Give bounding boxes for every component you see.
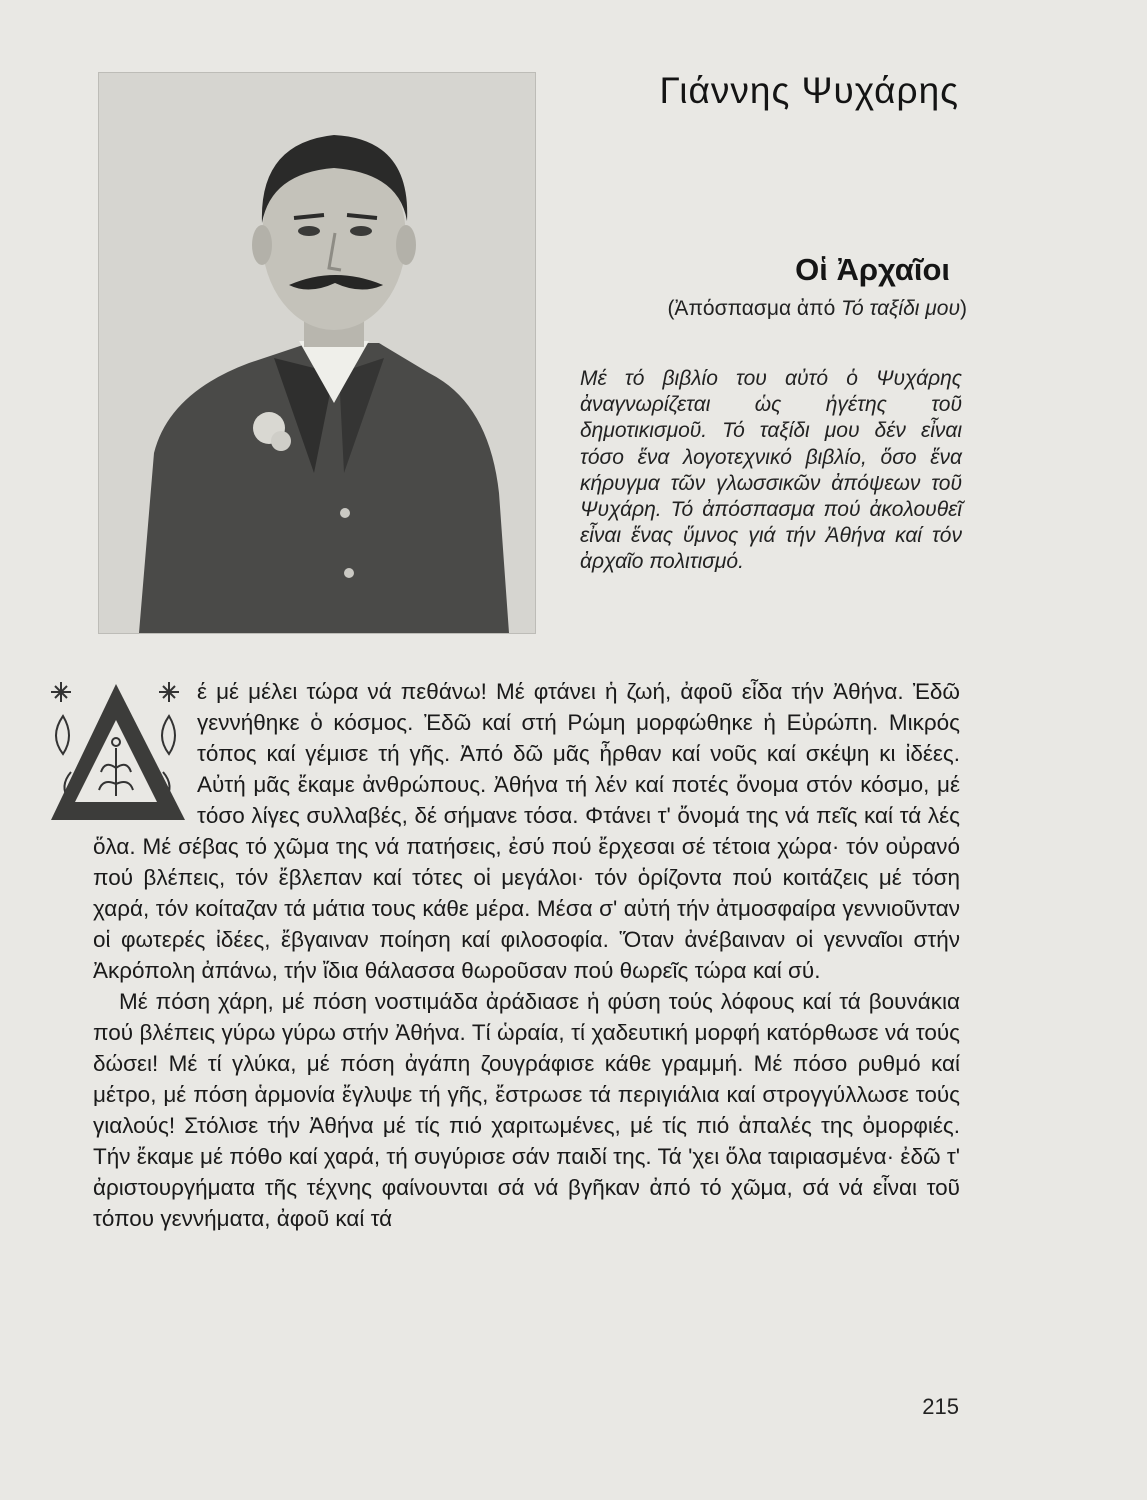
piece-title: Οἱ Ἀρχαῖοι [795,252,950,287]
intro-note: Μέ τό βιβλίο του αὐτό ὁ Ψυχάρης ἀναγνωρίζεται ὡς ἡγέτης τοῦ δημοτικισμοῦ. Τό ταξίδι μου δέν εἶναι τόσο ἕνα λογοτεχνικό βιβλίο, ὅσο ἕνα κήρυγμα τῶν γλωσσικῶν ἀπόψεων τοῦ Ψυχάρη. Τό ἀπόσπασμα πού ἀκολουθεῖ εἶναι ἕνας ὕμνος γιά τήν Ἀθήνα καί τόν ἀρχαῖο πολιτισμό. [580,367,962,574]
source-prefix: (Ἀπόσπασμα ἀπό [667,297,842,320]
source-suffix: ) [960,297,967,320]
author-name: Γιάννης Ψυχάρης [659,70,959,111]
paragraph [93,986,960,1234]
drop-cap-ornament-icon [45,676,193,826]
portrait-drawing [99,73,535,633]
source-note [667,297,967,321]
paragraph-1-text: έ μέ μέλει τώρα νά πεθάνω! Μέ φτάνει ἡ ζωή, ἀφοῦ εἶδα τήν Ἀθήνα. Ἐδῶ γεννήθηκε ὁ κόσμος. Ἐδῶ καί στή Ρώμη μορφώθηκε ἡ Εὐρώπη. Μικρός τόπος καί γέμισε τή γῆς. Ἀπό δῶ μᾶς ἦρθαν καί νοῦς καί σκέψη κι ἰδέες. Αὐτή μᾶς ἔκαμε ἀνθρώπους. Ἀθήνα τή λέν καί ποτές ὄνομα στόν κόσμο, μέ τόσο λίγες συλλαβές, δέ σήμανε τόσα. Φτάνει τ' ὄνομά της νά πεῖς καί τά λές ὅλα. Μέ σέβας τό χῶμα της νά πατήσεις, ἐσύ πού ἔρχεσαι σέ τέτοια χώρα· τόν οὐρανό πού βλέπεις, τόν ἔβλεπαν καί τότες οἱ μεγάλοι· τόν ὁρίζοντα πού κοιτάζεις μέ τόση χαρά, τόν κοίταζαν τά μάτια τους κάθε μέρα. Μέσα σ' αὐτή τήν ἀτμοσφαίρα γεννιοῦνταν οἱ φωτερές ἰδέες, ἔβγαιναν ποίηση καί φιλοσοφία. Ὅταν ἀνέβαιναν οἱ γενναῖοι στήν Ἀκρόπολη ἀπάνω, τήν ἴδια θάλασσα θωροῦσαν πού θωρεῖς τώρα καί σύ. [93,679,960,983]
paragraph-2-text: Μέ πόση χάρη, μέ πόση νοστιμάδα ἀράδιασε ἡ φύση τούς λόφους καί τά βουνάκια πού βλέπεις γύρω γύρω στήν Ἀθήνα. Τί ὡραία, τί χαδευτική μορφή κατόρθωσε νά τούς δώσει! Μέ τί γλύκα, μέ πόση ἀγάπη ζουγράφισε κάθε γραμμή. Μέ πόσο ρυθμό καί μέτρο, μέ πόση ἁρμονία ἔγλυψε τή γῆς, ἔστρωσε τά περιγιάλια καί στρογγύλλωσε τούς γιαλούς! Στόλισε τήν Ἀθήνα μέ τίς πιό χαριτωμένες, μέ τίς πιό ἁπαλές της ὀμορφιές. Τήν ἔκαμε μέ πόθο καί χαρά, τή συγύρισε σάν παιδί της. Τά 'χει ὅλα ταιριασμένα· ἐδῶ τ' ἀριστουργήματα τῆς τέχνης φαίνουνται σά νά βγῆκαν ἀπό τό χῶμα, σά νά εἶναι τοῦ τόπου γεννήματα, ἀφοῦ καί τά [93,989,960,1231]
source-work-title: Τό ταξίδι μου [841,297,960,320]
author-portrait [98,72,536,634]
paragraph [93,676,960,986]
drop-cap [45,676,193,826]
page-number: 215 [922,1394,959,1419]
drop-cap-letter [45,676,46,677]
main-text [93,676,960,1234]
